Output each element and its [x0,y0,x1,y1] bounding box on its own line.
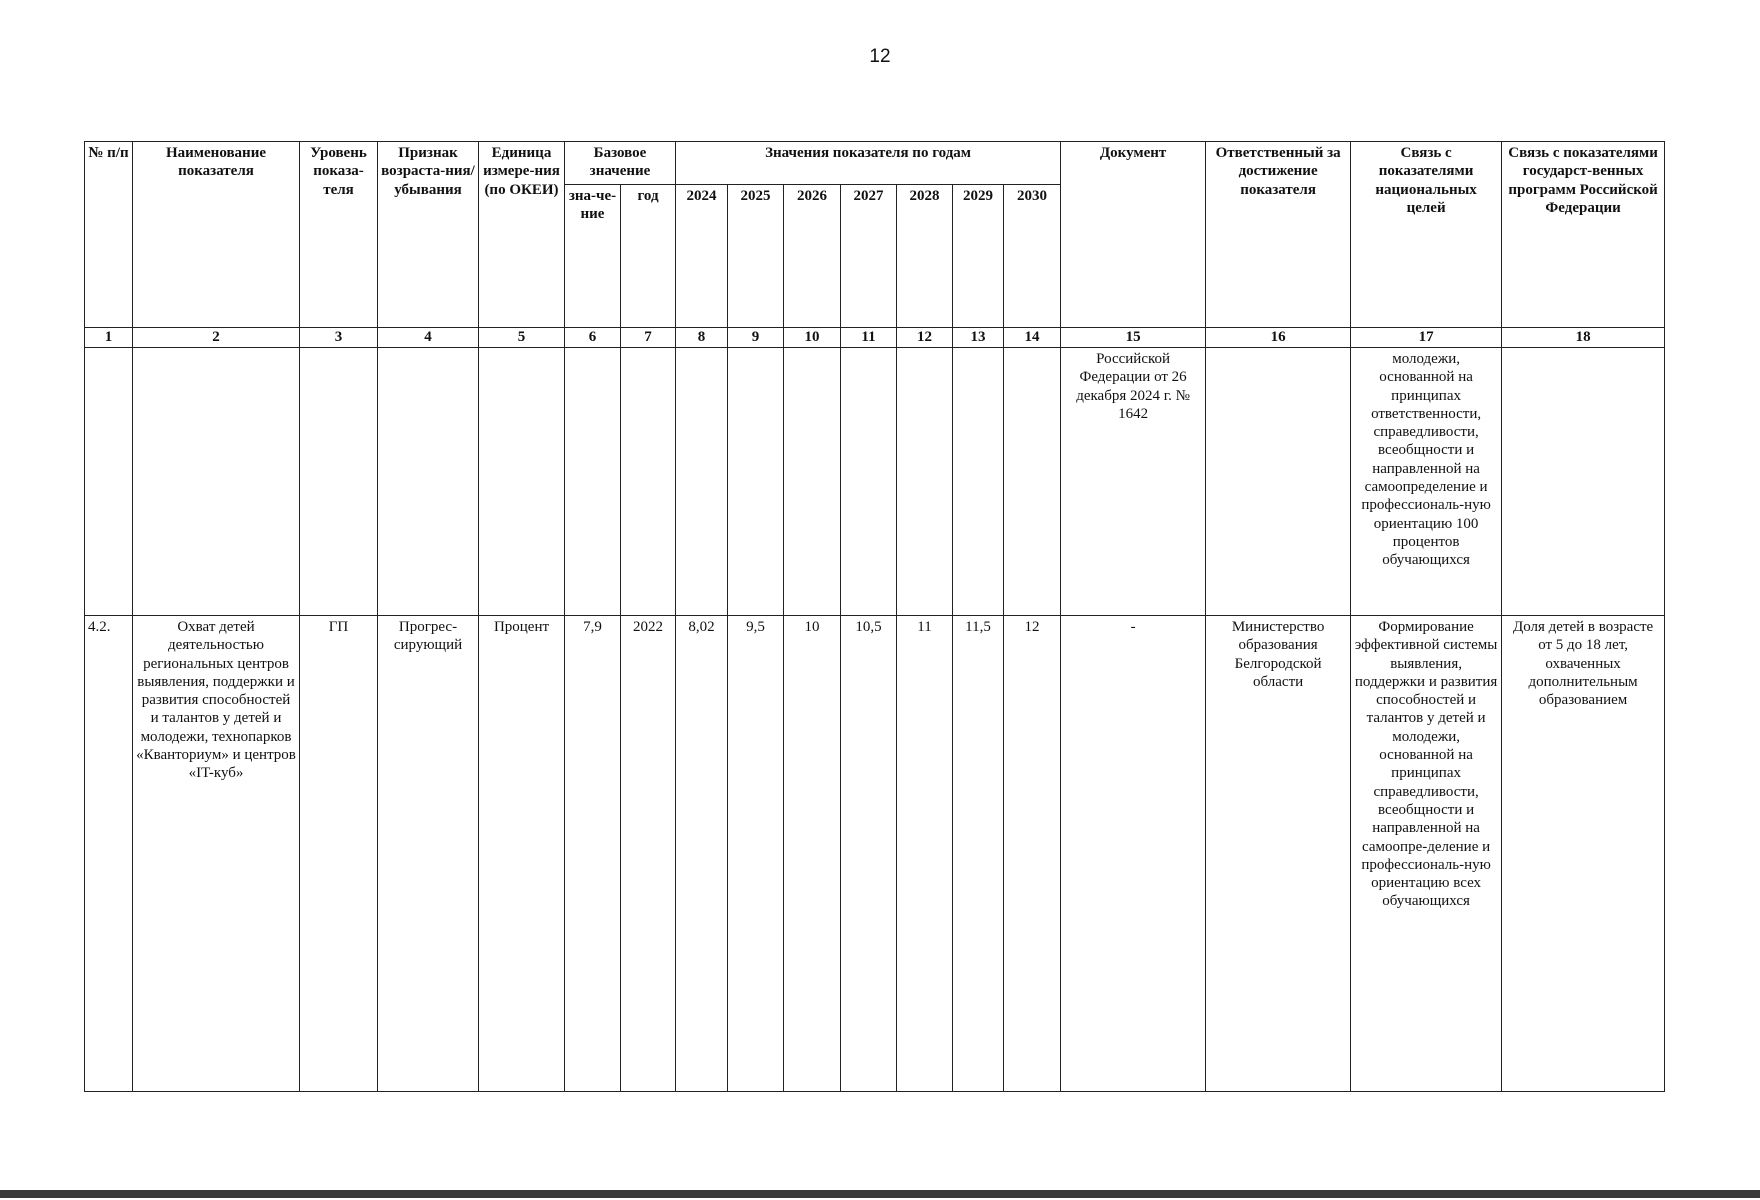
cell-empty [621,348,676,616]
row-link-national: Формирование эффективной системы выявления, поддержки и развития способностей и талантов у детей и молодежи, основанной на принципах справедливости, всеобщности и направленной на самоопре-деление и профессиональ-ную ориентацию всех обучающихся [1351,616,1502,1092]
column-number: 4 [378,328,479,348]
column-number: 9 [728,328,784,348]
cell-empty [565,348,621,616]
column-number: 6 [565,328,621,348]
column-number: 2 [133,328,300,348]
row-base-value: 7,9 [565,616,621,1092]
header-year: 2029 [953,185,1004,328]
column-number: 11 [841,328,897,348]
cell-empty [479,348,565,616]
row-base-year: 2022 [621,616,676,1092]
row-year-value: 11 [897,616,953,1092]
header-year: 2030 [1004,185,1061,328]
header-year: 2025 [728,185,784,328]
row-trend: Прогрес-сирующий [378,616,479,1092]
header-document: Документ [1061,142,1206,328]
header-num: № п/п [85,142,133,328]
row-year-value: 10 [784,616,841,1092]
row-name: Охват детей деятельностью региональных центров выявления, поддержки и развития способностей и талантов у детей и молодежи, технопарков «Кванториум» и центров «IT-куб» [133,616,300,1092]
cell-empty [300,348,378,616]
cell-empty [1502,348,1665,616]
column-number: 8 [676,328,728,348]
cell-empty [133,348,300,616]
column-number: 18 [1502,328,1665,348]
cell-empty [728,348,784,616]
row-level: ГП [300,616,378,1092]
header-years-group: Значения показателя по годам [676,142,1061,185]
row-responsible: Министерство образования Белгородской области [1206,616,1351,1092]
column-number: 15 [1061,328,1206,348]
column-number: 13 [953,328,1004,348]
cell-empty [841,348,897,616]
header-year: 2028 [897,185,953,328]
row-link-programs: Доля детей в возрасте от 5 до 18 лет, охваченных дополнительным образованием [1502,616,1665,1092]
row-year-value: 8,02 [676,616,728,1092]
row-year-value: 12 [1004,616,1061,1092]
column-numbers-row [85,328,1665,348]
column-number: 16 [1206,328,1351,348]
cell-empty [378,348,479,616]
header-year: 2027 [841,185,897,328]
indicators-table [84,141,1665,1092]
header-base: Базовое значение [565,142,676,185]
continued-document: Российской Федерации от 26 декабря 2024 г. № 1642 [1061,348,1206,616]
row-document: - [1061,616,1206,1092]
table-row [85,616,1665,1092]
cell-empty [953,348,1004,616]
page-number: 12 [869,46,891,67]
cell-empty [1206,348,1351,616]
column-number: 5 [479,328,565,348]
column-number: 1 [85,328,133,348]
header-trend: Признак возраста-ния/ убывания [378,142,479,328]
cell-empty [1004,348,1061,616]
cell-empty [897,348,953,616]
scan-edge-bar [0,1190,1760,1198]
header-name: Наименование показателя [133,142,300,328]
row-num: 4.2. [85,616,133,1092]
header-base-value: зна-че-ние [565,185,621,328]
row-year-value: 9,5 [728,616,784,1092]
column-number: 7 [621,328,676,348]
row-year-value: 10,5 [841,616,897,1092]
row-unit: Процент [479,616,565,1092]
column-number: 14 [1004,328,1061,348]
column-number: 10 [784,328,841,348]
header-base-year: год [621,185,676,328]
header-row-1 [85,142,1665,185]
column-number: 3 [300,328,378,348]
header-unit: Единица измере-ния (по ОКЕИ) [479,142,565,328]
row-year-value: 11,5 [953,616,1004,1092]
header-link-programs: Связь с показателями государст-венных программ Российской Федерации [1502,142,1665,328]
cell-empty [784,348,841,616]
header-year: 2026 [784,185,841,328]
cell-empty [85,348,133,616]
continued-link-national: молодежи, основанной на принципах ответственности, справедливости, всеобщности и направленной на самоопределение и профессиональ-ную ориентацию 100 процентов обучающихся [1351,348,1502,616]
header-level: Уровень показа-теля [300,142,378,328]
header-year: 2024 [676,185,728,328]
column-number: 12 [897,328,953,348]
cell-empty [676,348,728,616]
header-link-national: Связь с показателями национальных целей [1351,142,1502,328]
column-number: 17 [1351,328,1502,348]
continued-row [85,348,1665,616]
header-responsible: Ответственный за достижение показателя [1206,142,1351,328]
